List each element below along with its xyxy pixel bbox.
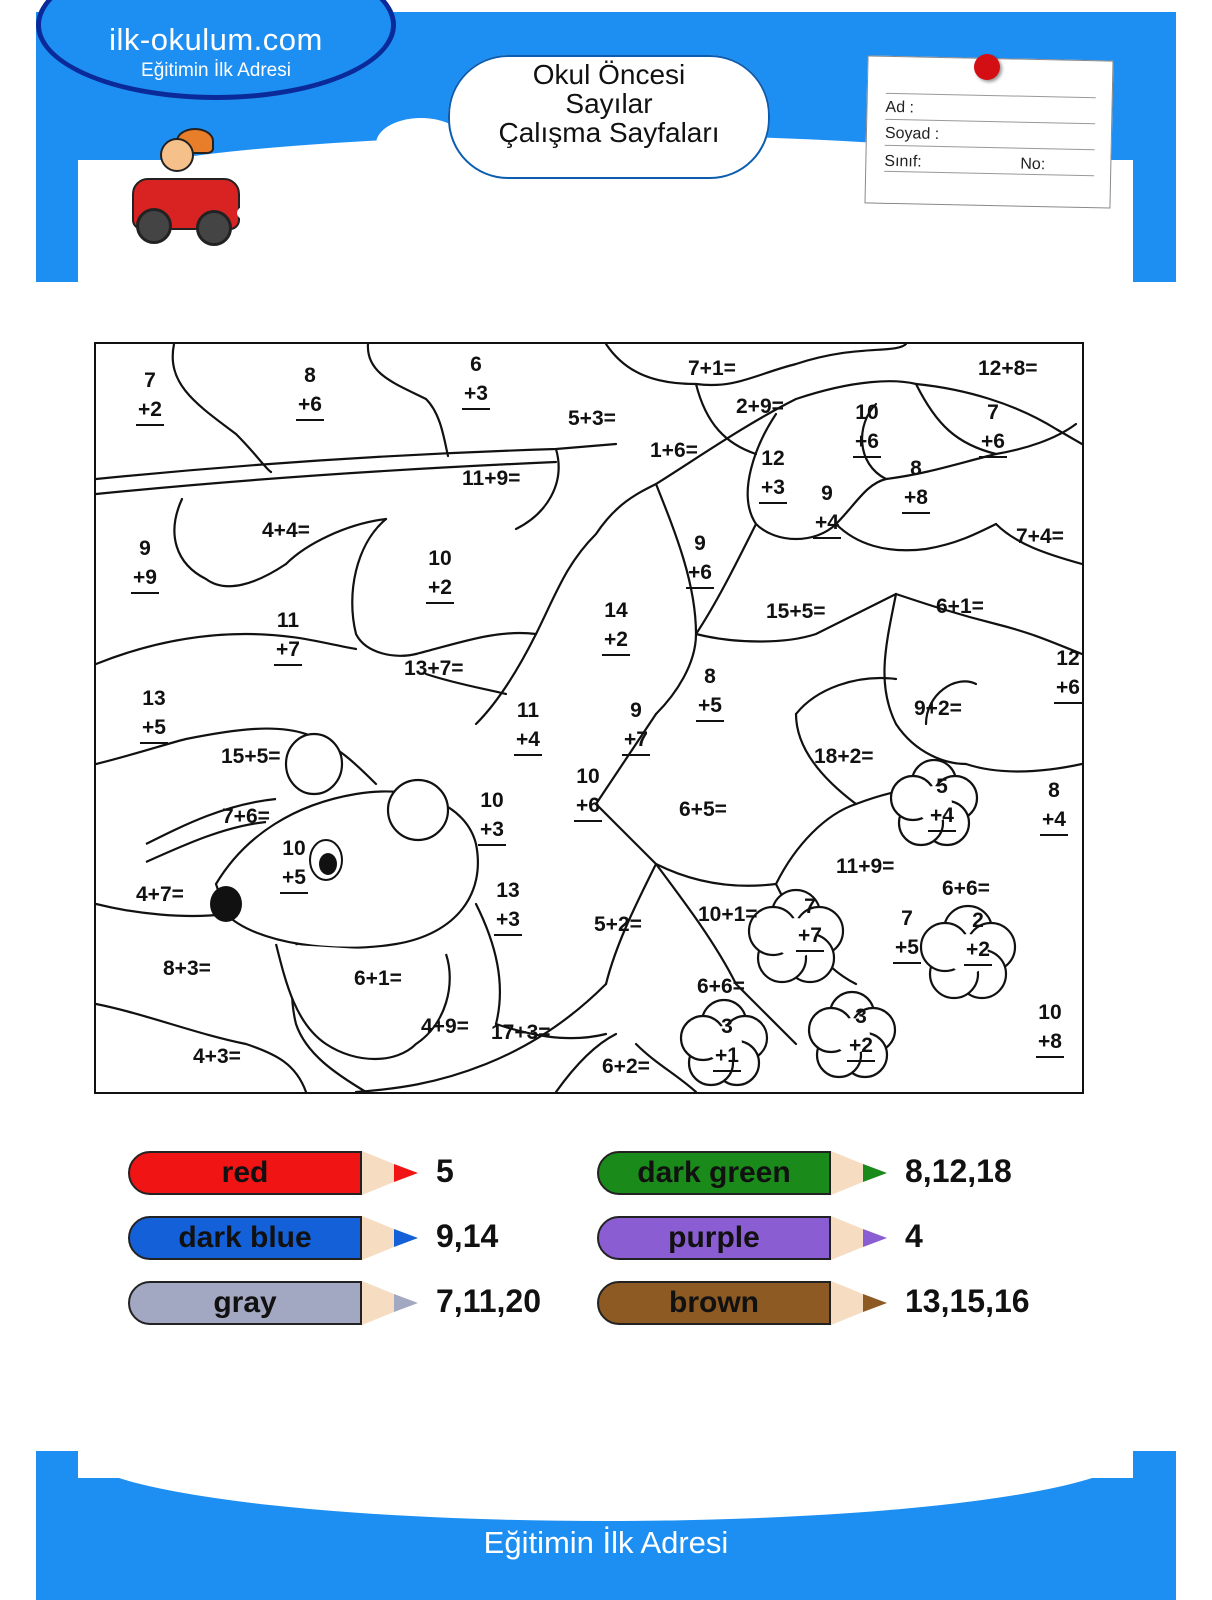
cell-addend-bottom: +1 bbox=[713, 1041, 741, 1072]
cell-addend-top: 11 bbox=[276, 609, 300, 632]
cell-addend-bottom: +7 bbox=[796, 921, 824, 952]
surname-label: Soyad : bbox=[884, 124, 940, 143]
cell-expression: 11+9= bbox=[462, 467, 521, 490]
puzzle-cell[interactable] bbox=[698, 900, 758, 929]
cell-addend-bottom: +6 bbox=[574, 791, 602, 822]
cell-expression: 9+2= bbox=[914, 697, 962, 720]
cell-addend-bottom: +6 bbox=[979, 427, 1007, 458]
cell-addend-bottom: +5 bbox=[696, 691, 724, 722]
logo-tagline: Eğitimin İlk Adresi bbox=[141, 60, 291, 81]
puzzle-cell[interactable] bbox=[1016, 522, 1064, 551]
cell-addend-top: 13 bbox=[142, 687, 166, 710]
thought-bubble-dot bbox=[237, 205, 261, 221]
puzzle-cell[interactable] bbox=[140, 684, 168, 744]
cell-addend-top: 10 bbox=[1038, 1001, 1062, 1024]
puzzle-cell[interactable] bbox=[462, 464, 520, 493]
puzzle-cell[interactable] bbox=[426, 544, 454, 604]
class-label: Sınıf: bbox=[884, 152, 922, 171]
cell-addend-top: 8 bbox=[910, 457, 922, 480]
cell-expression: 6+1= bbox=[936, 595, 984, 618]
puzzle-cell[interactable] bbox=[574, 762, 602, 822]
cell-expression: 5+3= bbox=[568, 407, 616, 430]
puzzle-cell[interactable] bbox=[478, 786, 506, 846]
car-wheel-icon bbox=[136, 208, 172, 244]
mascot-head bbox=[160, 138, 194, 172]
thought-bubble-dot bbox=[290, 180, 324, 204]
number-label: No: bbox=[1020, 155, 1046, 174]
puzzle-cell[interactable] bbox=[296, 361, 324, 421]
puzzle-cell[interactable] bbox=[736, 392, 784, 421]
cell-addend-top: 10 bbox=[428, 547, 452, 570]
cell-addend-bottom: +7 bbox=[622, 725, 650, 756]
cell-addend-bottom: +4 bbox=[514, 725, 542, 756]
cell-expression: 6+5= bbox=[679, 798, 727, 821]
cell-expression: 13+7= bbox=[404, 657, 464, 680]
cell-addend-top: 9 bbox=[139, 537, 151, 560]
puzzle-cell[interactable] bbox=[914, 694, 962, 723]
title-line-1: Okul Öncesi bbox=[532, 59, 686, 90]
thought-bubble-dot bbox=[322, 163, 366, 193]
cell-addend-bottom: +5 bbox=[140, 713, 168, 744]
cell-addend-top: 11 bbox=[516, 699, 540, 722]
puzzle-cell[interactable] bbox=[979, 398, 1007, 458]
puzzle-cell[interactable] bbox=[280, 834, 308, 894]
surname-line[interactable] bbox=[885, 145, 1095, 150]
cell-addend-bottom: +8 bbox=[902, 483, 930, 514]
legend-values: 4 bbox=[905, 1218, 923, 1254]
cell-addend-top: 8 bbox=[704, 665, 716, 688]
puzzle-cell[interactable] bbox=[942, 874, 990, 903]
legend-pencil bbox=[597, 1151, 897, 1197]
cell-expression: 4+7= bbox=[136, 883, 184, 906]
cell-addend-top: 14 bbox=[604, 599, 628, 622]
cell-addend-top: 3 bbox=[855, 1005, 867, 1028]
cell-expression: 15+5= bbox=[221, 745, 281, 768]
footer-tagline: Eğitimin İlk Adresi bbox=[483, 1525, 729, 1560]
cell-addend-bottom: +6 bbox=[296, 390, 324, 421]
cell-addend-bottom: +9 bbox=[131, 563, 159, 594]
puzzle-cell[interactable] bbox=[813, 479, 841, 539]
puzzle-cell[interactable] bbox=[354, 964, 402, 993]
puzzle-cell[interactable] bbox=[697, 972, 745, 1001]
pencil-tip-icon bbox=[394, 1229, 418, 1247]
puzzle-cell[interactable] bbox=[568, 404, 616, 433]
cell-addend-bottom: +7 bbox=[274, 635, 302, 666]
title-cloud bbox=[448, 55, 770, 179]
legend-values: 5 bbox=[436, 1153, 454, 1189]
pushpin-icon bbox=[974, 54, 1000, 80]
puzzle-cell[interactable] bbox=[491, 1018, 551, 1047]
legend-pencil bbox=[128, 1281, 428, 1327]
cell-expression: 17+3= bbox=[491, 1021, 551, 1044]
cell-addend-top: 7 bbox=[144, 369, 156, 392]
puzzle-cell[interactable] bbox=[1054, 644, 1082, 704]
cell-addend-bottom: +3 bbox=[759, 473, 787, 504]
card-line bbox=[886, 93, 1096, 98]
puzzle-cell[interactable] bbox=[847, 1002, 875, 1062]
cell-expression: 18+2= bbox=[814, 745, 874, 768]
puzzle-cell[interactable] bbox=[221, 742, 281, 771]
puzzle-cell[interactable] bbox=[602, 596, 630, 656]
puzzle-cell[interactable] bbox=[462, 350, 490, 410]
cell-addend-top: 8 bbox=[1048, 779, 1060, 802]
puzzle-cell[interactable] bbox=[222, 802, 270, 831]
cell-expression: 11+9= bbox=[836, 855, 895, 878]
cell-addend-bottom: +3 bbox=[478, 815, 506, 846]
color-by-number-puzzle[interactable] bbox=[94, 342, 1084, 1094]
puzzle-cell[interactable] bbox=[594, 910, 642, 939]
cell-expression: 7+1= bbox=[688, 357, 736, 380]
cell-addend-bottom: +2 bbox=[426, 573, 454, 604]
cell-addend-top: 2 bbox=[972, 909, 984, 932]
cell-addend-bottom: +3 bbox=[462, 379, 490, 410]
cell-addend-top: 5 bbox=[936, 775, 948, 798]
cell-expression: 6+1= bbox=[354, 967, 402, 990]
puzzle-cell[interactable] bbox=[193, 1042, 241, 1071]
puzzle-cell[interactable] bbox=[836, 852, 894, 881]
pencil-tip-icon bbox=[863, 1229, 887, 1247]
car-wheel-icon bbox=[196, 210, 232, 246]
cell-expression: 6+6= bbox=[942, 877, 990, 900]
cell-addend-bottom: +4 bbox=[928, 801, 956, 832]
puzzle-cell[interactable] bbox=[262, 516, 310, 545]
puzzle-cell[interactable] bbox=[421, 1012, 469, 1041]
puzzle-cell[interactable] bbox=[679, 795, 727, 824]
pencil-color-label: purple bbox=[597, 1216, 831, 1260]
puzzle-cell[interactable] bbox=[514, 696, 542, 756]
cell-addend-bottom: +6 bbox=[1054, 673, 1082, 704]
name-line[interactable] bbox=[885, 119, 1095, 124]
cell-expression: 4+9= bbox=[421, 1015, 469, 1038]
cell-addend-bottom: +4 bbox=[1040, 805, 1068, 836]
title-line-3: Çalışma Sayfaları bbox=[498, 117, 720, 148]
cell-addend-top: 7 bbox=[987, 401, 999, 424]
pencil-color-label: dark green bbox=[597, 1151, 831, 1195]
cell-addend-top: 3 bbox=[721, 1015, 733, 1038]
legend-values: 7,11,20 bbox=[436, 1283, 541, 1319]
puzzle-cell[interactable] bbox=[1036, 998, 1064, 1058]
cell-expression: 6+6= bbox=[697, 975, 745, 998]
pencil-tip-icon bbox=[394, 1164, 418, 1182]
cell-addend-top: 7 bbox=[804, 895, 816, 918]
cell-expression: 15+5= bbox=[766, 600, 826, 623]
cell-expression: 5+2= bbox=[594, 913, 642, 936]
puzzle-cell[interactable] bbox=[602, 1052, 650, 1081]
puzzle-cell[interactable] bbox=[759, 444, 787, 504]
puzzle-cell[interactable] bbox=[713, 1012, 741, 1072]
cell-addend-bottom: +6 bbox=[853, 427, 881, 458]
thought-bubble-dot bbox=[262, 194, 292, 214]
cell-addend-bottom: +2 bbox=[964, 935, 992, 966]
pencil-tip-icon bbox=[394, 1294, 418, 1312]
pencil-color-label: red bbox=[128, 1151, 362, 1195]
puzzle-cell[interactable] bbox=[650, 436, 698, 465]
cell-expression: 12+8= bbox=[978, 357, 1038, 380]
puzzle-cell[interactable] bbox=[964, 906, 992, 966]
cell-addend-bottom: +2 bbox=[602, 625, 630, 656]
legend-pencil bbox=[128, 1216, 428, 1262]
puzzle-cell[interactable] bbox=[796, 892, 824, 952]
cell-expression: 4+3= bbox=[193, 1045, 241, 1068]
legend-pencil bbox=[597, 1216, 897, 1262]
cell-addend-top: 9 bbox=[821, 482, 833, 505]
puzzle-cell[interactable] bbox=[136, 366, 164, 426]
pencil-color-label: brown bbox=[597, 1281, 831, 1325]
pencil-tip-icon bbox=[863, 1164, 887, 1182]
puzzle-cell[interactable] bbox=[688, 354, 736, 383]
cell-addend-top: 8 bbox=[304, 364, 316, 387]
puzzle-cell[interactable] bbox=[928, 772, 956, 832]
puzzle-cell[interactable] bbox=[766, 597, 826, 626]
cell-addend-top: 10 bbox=[480, 789, 504, 812]
cell-expression: 1+6= bbox=[650, 439, 698, 462]
cell-expression: 4+4= bbox=[262, 519, 310, 542]
cell-expression: 7+4= bbox=[1016, 525, 1064, 548]
legend-pencil bbox=[597, 1281, 897, 1327]
puzzle-cell[interactable] bbox=[494, 876, 522, 936]
cell-addend-top: 10 bbox=[282, 837, 306, 860]
class-number-line[interactable] bbox=[884, 171, 1094, 176]
puzzle-cell[interactable] bbox=[902, 454, 930, 514]
cell-addend-bottom: +5 bbox=[280, 863, 308, 894]
cell-expression: 2+9= bbox=[736, 395, 784, 418]
pencil-color-label: gray bbox=[128, 1281, 362, 1325]
puzzle-cell[interactable] bbox=[853, 398, 881, 458]
puzzle-cell[interactable] bbox=[163, 954, 211, 983]
footer-site-name[interactable]: ilk-okulum.com bbox=[462, 1478, 750, 1526]
cell-addend-top: 10 bbox=[855, 401, 879, 424]
puzzle-cell[interactable] bbox=[936, 592, 984, 621]
legend-values: 13,15,16 bbox=[905, 1283, 1030, 1319]
puzzle-cell[interactable] bbox=[404, 654, 464, 683]
cell-addend-top: 12 bbox=[1056, 647, 1080, 670]
cell-expression: 10+1= bbox=[698, 903, 758, 926]
puzzle-cell[interactable] bbox=[686, 529, 714, 589]
cell-addend-top: 10 bbox=[576, 765, 600, 788]
cell-addend-top: 12 bbox=[761, 447, 785, 470]
puzzle-cell[interactable] bbox=[131, 534, 159, 594]
cell-addend-top: 7 bbox=[901, 907, 913, 930]
logo-site-name: ilk-okulum.com bbox=[109, 22, 323, 57]
name-label: Ad : bbox=[885, 98, 915, 117]
cell-addend-bottom: +8 bbox=[1036, 1027, 1064, 1058]
legend-values: 9,14 bbox=[436, 1218, 499, 1254]
cell-addend-bottom: +6 bbox=[686, 558, 714, 589]
cell-addend-top: 6 bbox=[470, 353, 482, 376]
cell-expression: 7+6= bbox=[222, 805, 270, 828]
puzzle-cell[interactable] bbox=[136, 880, 184, 909]
cell-addend-top: 9 bbox=[630, 699, 642, 722]
cell-addend-bottom: +4 bbox=[813, 508, 841, 539]
cell-expression: 6+2= bbox=[602, 1055, 650, 1078]
cell-addend-bottom: +3 bbox=[494, 905, 522, 936]
legend-values: 8,12,18 bbox=[905, 1153, 1012, 1189]
pencil-color-label: dark blue bbox=[128, 1216, 362, 1260]
mouse-nose-icon bbox=[210, 886, 242, 922]
puzzle-cell[interactable] bbox=[1040, 776, 1068, 836]
cell-addend-top: 13 bbox=[496, 879, 520, 902]
puzzle-cell[interactable] bbox=[274, 606, 302, 666]
header-frame-right bbox=[1133, 12, 1176, 282]
cell-addend-bottom: +5 bbox=[893, 933, 921, 964]
puzzle-cell[interactable] bbox=[696, 662, 724, 722]
pencil-tip-icon bbox=[863, 1294, 887, 1312]
cell-addend-top: 9 bbox=[694, 532, 706, 555]
puzzle-cell[interactable] bbox=[622, 696, 650, 756]
puzzle-cell[interactable] bbox=[893, 904, 921, 964]
puzzle-cell[interactable] bbox=[814, 742, 874, 771]
puzzle-cell[interactable] bbox=[978, 354, 1038, 383]
cell-addend-bottom: +2 bbox=[136, 395, 164, 426]
cell-addend-bottom: +2 bbox=[847, 1031, 875, 1062]
title-line-2: Sayılar bbox=[565, 88, 653, 119]
legend-pencil bbox=[128, 1151, 428, 1197]
cell-expression: 8+3= bbox=[163, 957, 211, 980]
